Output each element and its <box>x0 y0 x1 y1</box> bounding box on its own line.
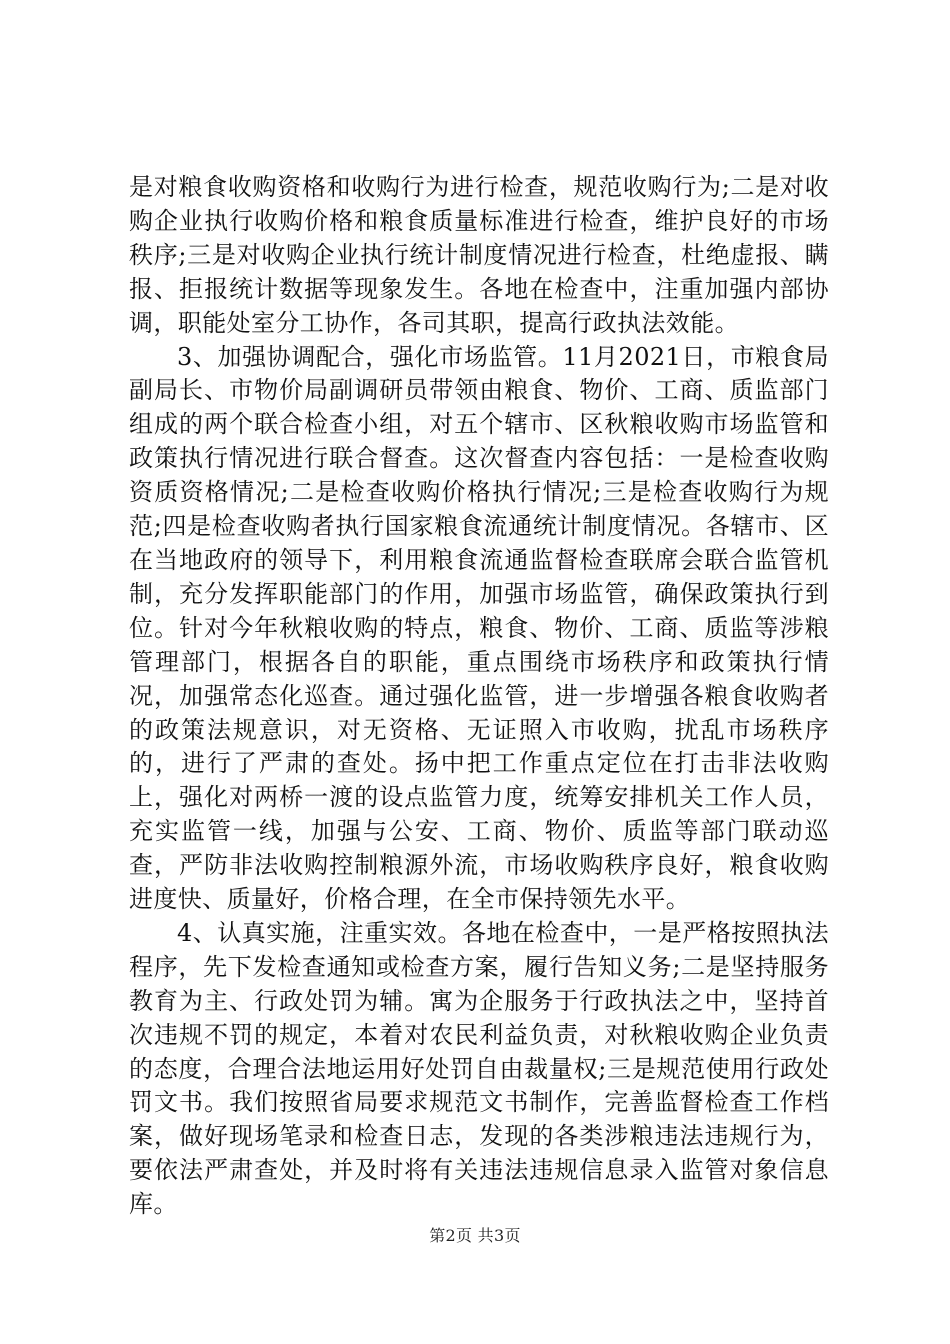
paragraph-3: 4、认真实施，注重实效。各地在检查中，一是严格按照执法程序，先下发检查通知或检查方案，履行告知义务;二是坚持服务教育为主、行政处罚为辅。寓为企服务于行政执法之中，坚持首次违规不罚的规定，本着对农民利益负责，对秋粮收购企业负责的态度，合理合法地运用好处罚自由裁量权;三是规范使用行政处罚文书。我们按照省局要求规范文书制作，完善监督检查工作档案，做好现场笔录和检查日志，发现的各类涉粮违法违规行为，要依法严肃查处，并及时将有关违法违规信息录入监管对象信息库。 <box>129 918 829 1219</box>
document-body <box>129 171 829 1222</box>
paragraph-2: 3、加强协调配合，强化市场监管。11月2021日，市粮食局副局长、市物价局副调研员带领由粮食、物价、工商、质监部门组成的两个联合检查小组，对五个辖市、区秋粮收购市场监管和政策执行情况进行联合督查。这次督查内容包括：一是检查收购资质资格情况;二是检查收购价格执行情况;三是检查收购行为规范;四是检查收购者执行国家粮食流通统计制度情况。各辖市、区在当地政府的领导下，利用粮食流通监督检查联席会联合监管机制，充分发挥职能部门的作用，加强市场监管，确保政策执行到位。针对今年秋粮收购的特点，粮食、物价、工商、质监等涉粮管理部门，根据各自的职能，重点围绕市场秩序和政策执行情况，加强常态化巡查。通过强化监管，进一步增强各粮食收购者的政策法规意识，对无资格、无证照入市收购，扰乱市场秩序的，进行了严肃的查处。扬中把工作重点定位在打击非法收购上，强化对两桥一渡的设点监管力度，统筹安排机关工作人员，充实监管一线，加强与公安、工商、物价、质监等部门联动巡查，严防非法收购控制粮源外流，市场收购秩序良好，粮食收购进度快、质量好，价格合理，在全市保持领先水平。 <box>129 342 829 914</box>
page-footer: 第2页 共3页 <box>429 1226 521 1245</box>
paragraph-1: 是对粮食收购资格和收购行为进行检查，规范收购行为;二是对收购企业执行收购价格和粮食质量标准进行检查，维护良好的市场秩序;三是对收购企业执行统计制度情况进行检查，杜绝虚报、瞒报、拒报统计数据等现象发生。各地在检查中，注重加强内部协调，职能处室分工协作，各司其职，提高行政执法效能。 <box>129 173 829 337</box>
